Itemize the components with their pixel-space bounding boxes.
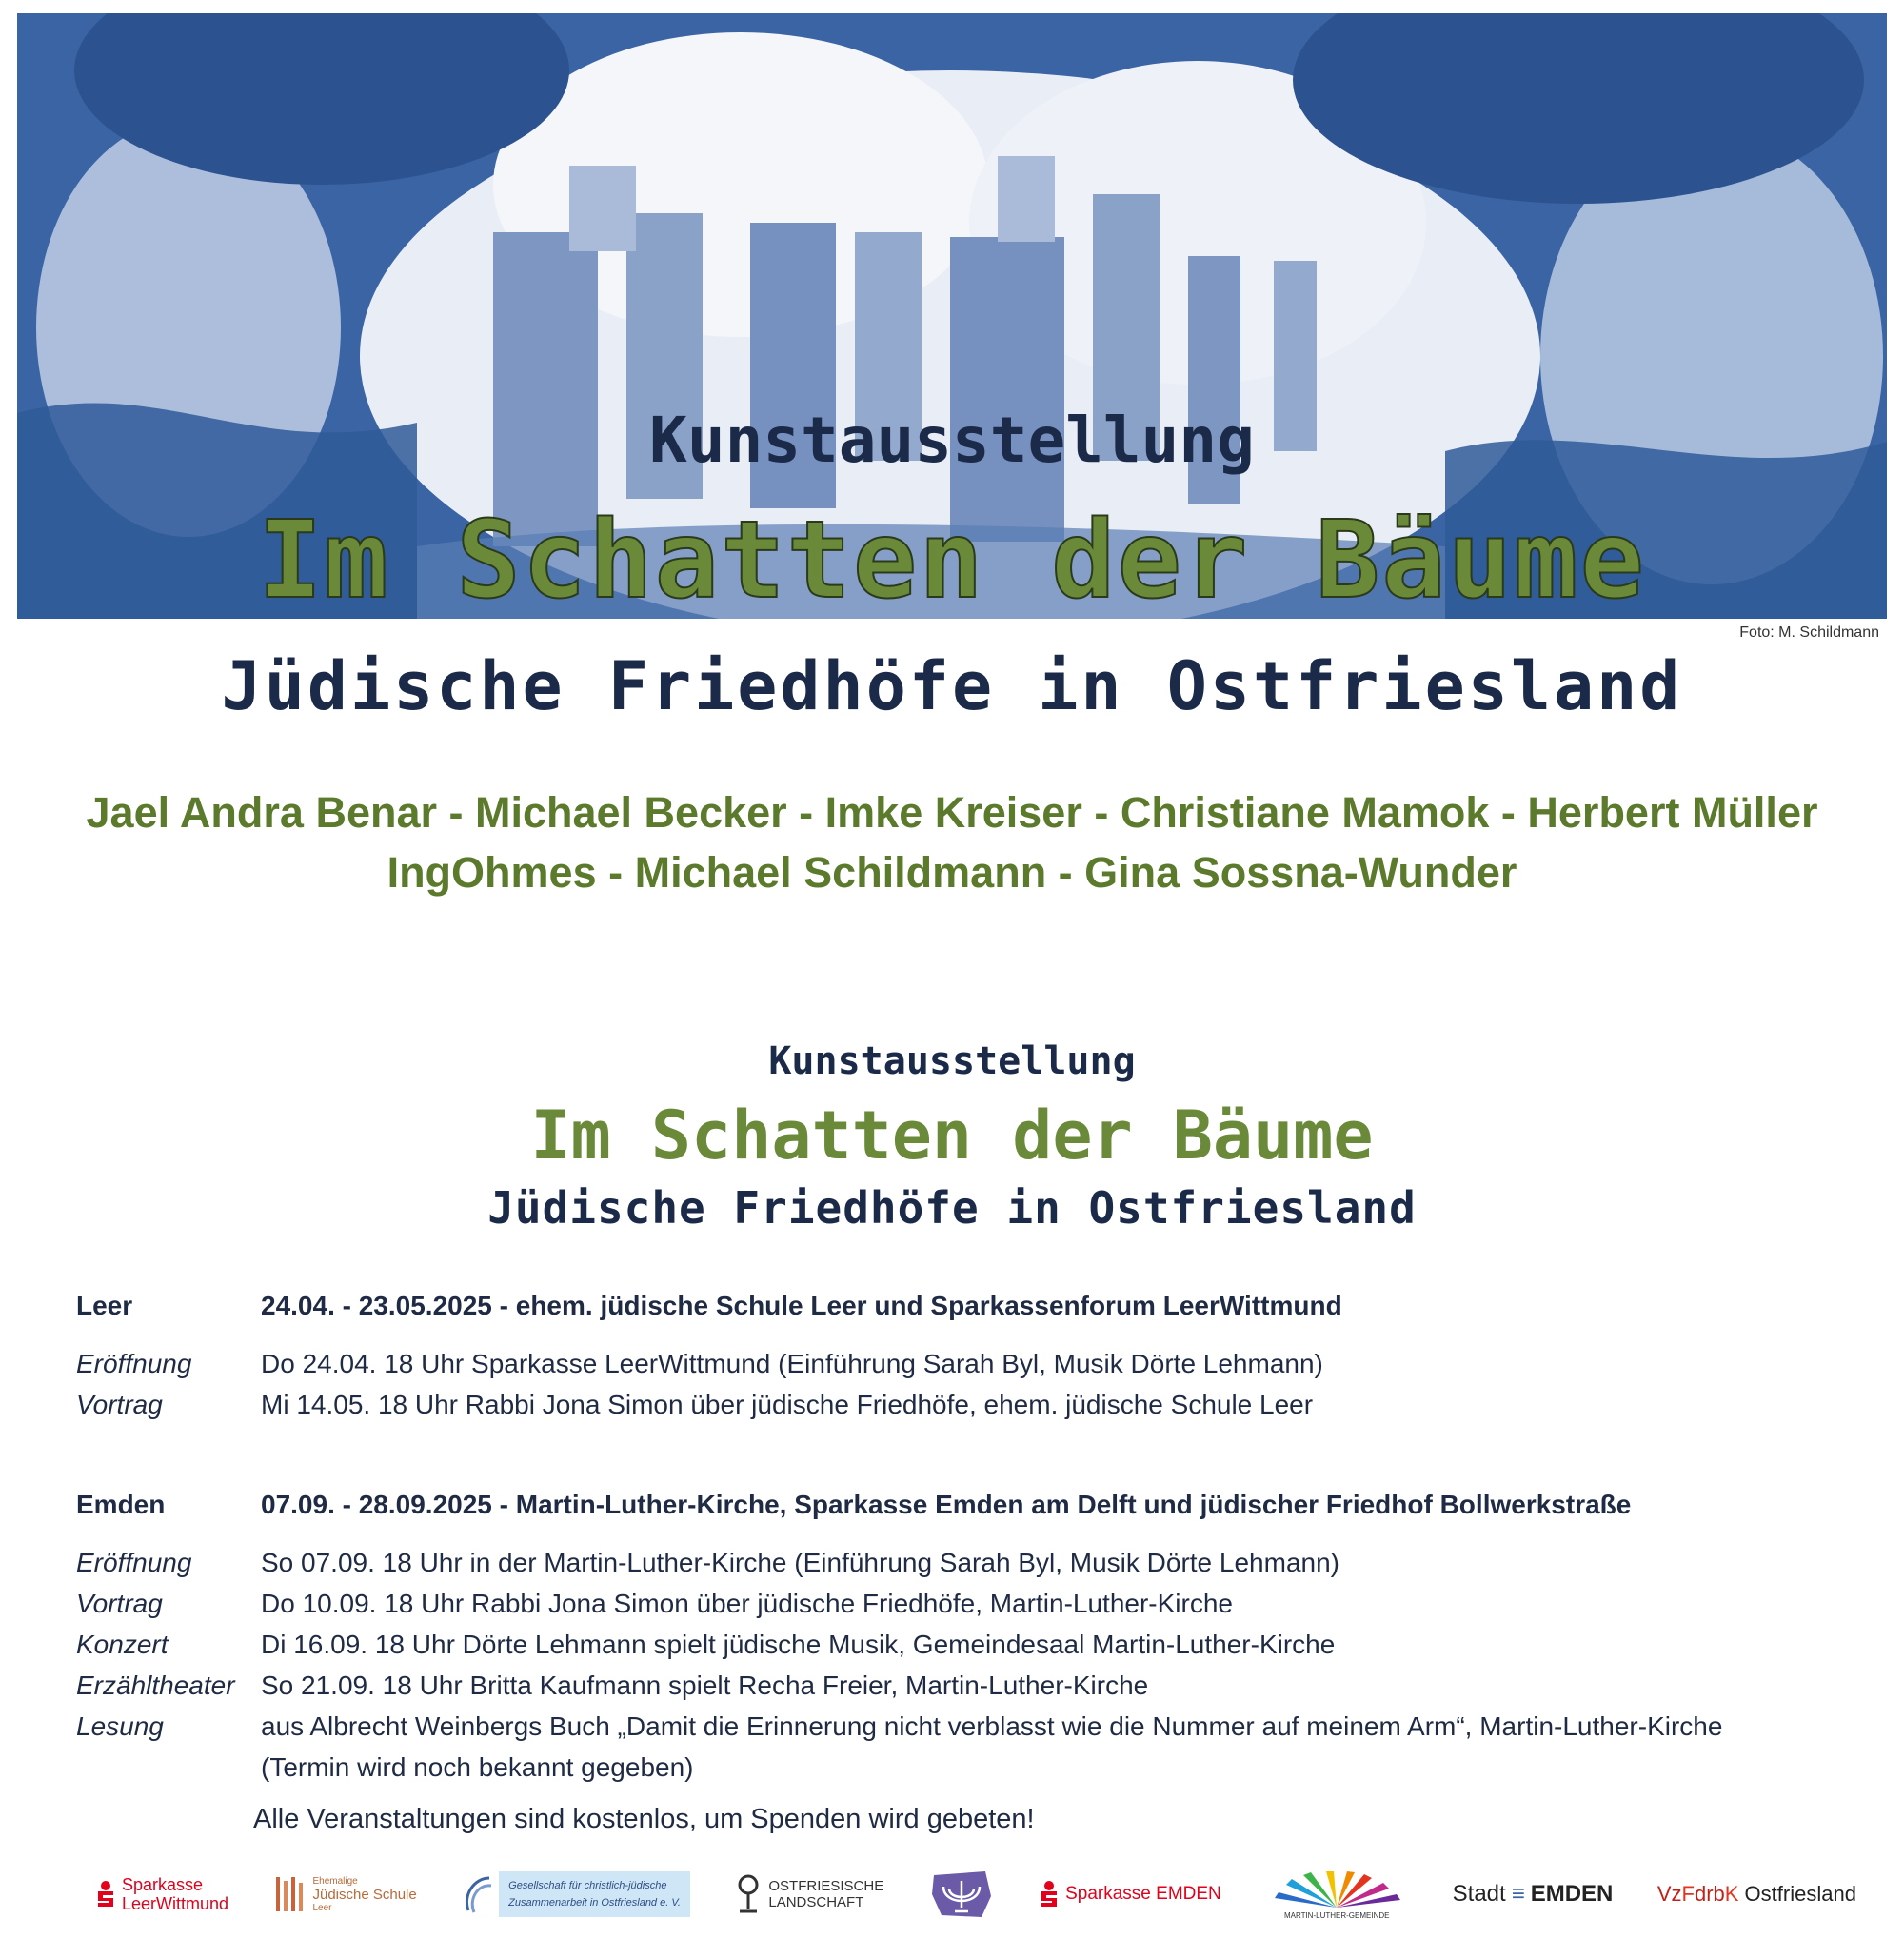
logo-text: K [1724, 1882, 1739, 1906]
banner-kicker: Kunstausstellung [649, 404, 1255, 477]
event-row [76, 1583, 1866, 1624]
logo-text: Zusammenarbeit in Ostfriesland e. V. [508, 1897, 681, 1909]
event-row [76, 1343, 1866, 1384]
event-label: Eröffnung [76, 1548, 192, 1577]
event-label: Eröffnung [76, 1349, 192, 1378]
logo-text: Sparkasse [122, 1875, 204, 1894]
event-text: Do 10.09. 18 Uhr Rabbi Jona Simon über jüdische Friedhöfe, Martin-Luther-Kirche [261, 1589, 1233, 1618]
section-kicker: Kunstausstellung [768, 1039, 1136, 1083]
gcjz-logo [461, 1871, 690, 1917]
sparkasse-icon [95, 1880, 116, 1909]
sparkasse-icon [1039, 1880, 1060, 1909]
logo-text: Gesellschaft für christlich-jüdische [508, 1880, 667, 1891]
event-label: Vortrag [76, 1390, 163, 1419]
logo-text: LANDSCHAFT [768, 1894, 864, 1910]
logo-text: Stadt [1452, 1881, 1506, 1907]
event-label: Lesung [76, 1711, 164, 1741]
logo-text: drb [1694, 1882, 1725, 1906]
event-label: Konzert [76, 1630, 169, 1659]
logo-text: Vz [1656, 1882, 1682, 1906]
sparkasse-emden-logo [1039, 1880, 1221, 1909]
logo-text: OSTFRIESISCHE [768, 1878, 884, 1894]
logo-text: Sparkasse EMDEN [1065, 1884, 1221, 1904]
date-range: 07.09. - 28.09.2025 - Martin-Luther-Kirche, Sparkasse Emden am Delft und jüdischer Friedhof Bollwerkstraße [261, 1490, 1632, 1519]
logo-text: Ehemalige [312, 1875, 358, 1887]
city-label: Emden [76, 1490, 166, 1519]
sparkasse-leerwittmund-logo [95, 1875, 228, 1913]
page-subtitle: Jüdische Friedhöfe in Ostfriesland [221, 647, 1683, 725]
event-row [76, 1665, 1866, 1706]
event-row [76, 1747, 1866, 1788]
ostfriesische-landschaft-logo [734, 1873, 883, 1915]
event-label [76, 1747, 261, 1788]
school-building-icon [272, 1873, 307, 1915]
date-range: 24.04. - 23.05.2025 - ehem. jüdische Schule Leer und Sparkassenforum LeerWittmund [261, 1291, 1342, 1320]
logo-text: MARTIN-LUTHER-GEMEINDE [1283, 1910, 1390, 1920]
artist-line-2: IngOhmes - Michael Schildmann - Gina Sossna-Wunder [387, 848, 1517, 897]
juedische-schule-logo [272, 1873, 416, 1915]
event-schedule [76, 1285, 1866, 1788]
event-label: Vortrag [76, 1589, 163, 1618]
header-banner [17, 13, 1887, 619]
logo-text: Jüdische Schule [312, 1886, 417, 1903]
menorah-logo [928, 1868, 995, 1921]
event-text: aus Albrecht Weinbergs Buch „Damit die Erinnerung nicht verblasst wie die Nummer auf meinem Arm“, Martin-Luther-Kirche [261, 1711, 1723, 1741]
landschaft-icon [734, 1873, 763, 1915]
stadt-emden-logo: Stadt ≡ EMDEN [1452, 1881, 1614, 1907]
artist-list [0, 782, 1904, 902]
event-text: (Termin wird noch bekannt gegeben) [261, 1752, 694, 1782]
event-row [76, 1384, 1866, 1425]
leer-header [76, 1285, 1866, 1326]
swirl-icon [461, 1872, 493, 1916]
logo-text: LeerWittmund [122, 1894, 229, 1913]
event-row [76, 1624, 1866, 1665]
logo-text: F [1681, 1882, 1695, 1906]
martin-luther-gemeinde-logo [1265, 1869, 1408, 1920]
rainbow-fan-icon [1265, 1869, 1408, 1909]
logo-text: EMDEN [1530, 1881, 1614, 1907]
section-subtitle: Jüdische Friedhöfe in Ostfriesland [487, 1182, 1417, 1234]
donation-note: Alle Veranstaltungen sind kostenlos, um Spenden wird gebeten! [253, 1804, 1035, 1834]
event-text: So 07.09. 18 Uhr in der Martin-Luther-Kirche (Einführung Sarah Byl, Musik Dörte Lehmann) [261, 1548, 1339, 1577]
banner-title: Im Schatten der Bäume [257, 499, 1647, 619]
section-title: Im Schatten der Bäume [530, 1097, 1374, 1175]
vzfdrbk-logo [1657, 1882, 1856, 1907]
event-text: So 21.09. 18 Uhr Britta Kaufmann spielt Recha Freier, Martin-Luther-Kirche [261, 1671, 1149, 1700]
event-text: Do 24.04. 18 Uhr Sparkasse LeerWittmund (Einführung Sarah Byl, Musik Dörte Lehmann) [261, 1349, 1323, 1378]
event-text: Di 16.09. 18 Uhr Dörte Lehmann spielt jüdische Musik, Gemeindesaal Martin-Luther-Kirche [261, 1630, 1336, 1659]
event-label: Erzähltheater [76, 1671, 235, 1700]
logo-text: Ostfriesland [1738, 1882, 1856, 1906]
event-row [76, 1706, 1866, 1747]
event-text: Mi 14.05. 18 Uhr Rabbi Jona Simon über jüdische Friedhöfe, ehem. jüdische Schule Leer [261, 1390, 1314, 1419]
menorah-icon [928, 1868, 995, 1921]
photo-credit: Foto: M. Schildmann [1739, 624, 1879, 641]
event-row [76, 1542, 1866, 1583]
artist-line-1: Jael Andra Benar - Michael Becker - Imke Kreiser - Christiane Mamok - Herbert Müller [86, 788, 1818, 837]
city-label: Leer [76, 1291, 133, 1320]
sponsor-logos [95, 1856, 1856, 1932]
emden-header [76, 1484, 1866, 1525]
logo-text: Leer [312, 1902, 332, 1913]
